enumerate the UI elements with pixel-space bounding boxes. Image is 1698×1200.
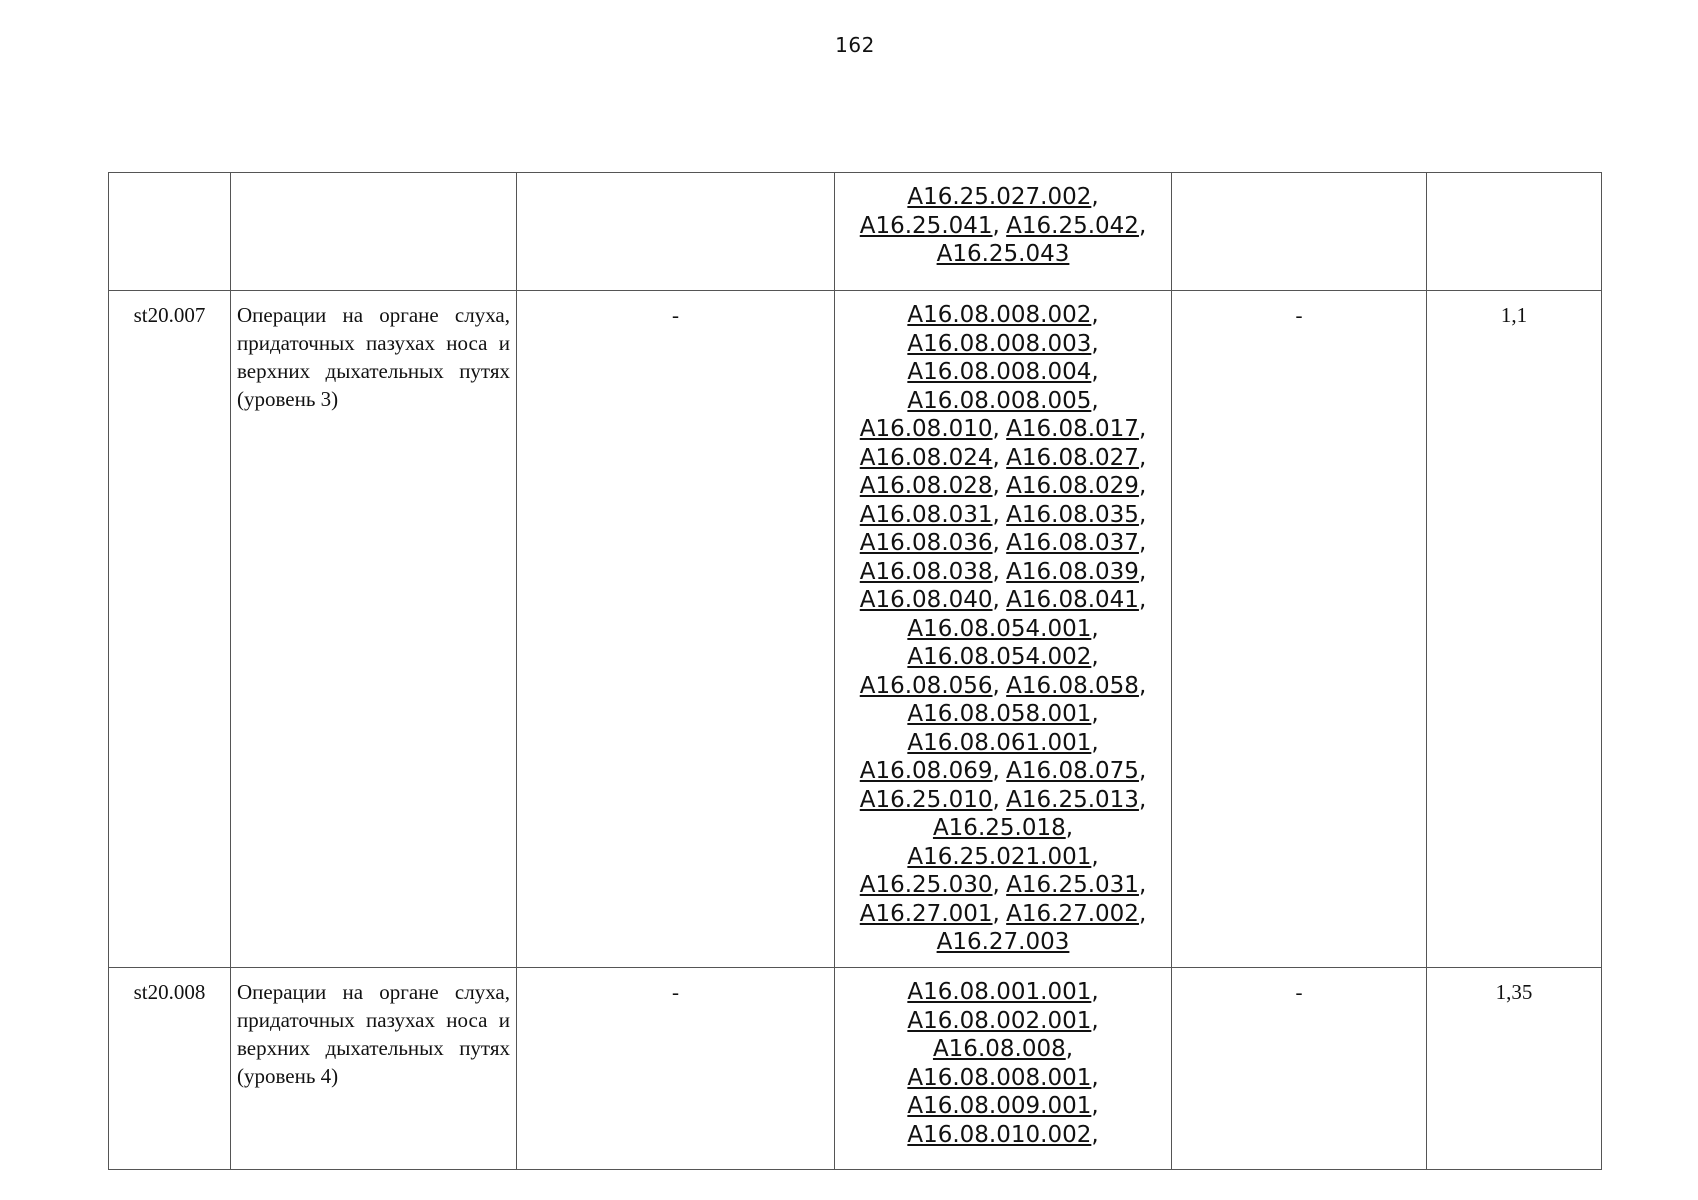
group-name-line: дыхательных путях xyxy=(325,359,510,383)
codes-line: A16.08.008.002, xyxy=(907,302,1099,328)
codes-line: A16.08.069, A16.08.075, xyxy=(859,758,1147,784)
service-code-link[interactable]: A16.25.042 xyxy=(1006,212,1139,239)
group-name-line: пазухах носа и верхних xyxy=(237,331,511,383)
service-code-link[interactable]: A16.27.003 xyxy=(936,929,1070,955)
service-code-link[interactable]: A16.27.002 xyxy=(1006,900,1139,927)
group-name-cell xyxy=(231,173,517,291)
diagnosis-cell xyxy=(517,173,835,291)
service-code-link[interactable]: A16.25.013 xyxy=(1006,786,1139,813)
group-code-cell xyxy=(109,173,231,291)
group-name-line: (уровень 3) xyxy=(237,387,339,411)
table-row xyxy=(109,291,1602,968)
group-name-line: слуха, придаточных xyxy=(237,303,511,355)
service-code-link[interactable]: A16.08.008.004 xyxy=(907,359,1092,385)
codes-line: A16.08.028, A16.08.029, xyxy=(859,473,1147,499)
codes-line xyxy=(839,240,1167,269)
service-code-link[interactable]: A16.08.008.001 xyxy=(907,1064,1092,1091)
codes-line: A16.08.054.001, xyxy=(907,615,1099,642)
service-code-link[interactable]: A16.08.029 xyxy=(1006,473,1139,499)
service-code-link[interactable]: A16.25.041 xyxy=(859,212,993,239)
codes-line: A16.08.056, A16.08.058, xyxy=(859,672,1147,699)
codes-line: A16.08.038, A16.08.039, xyxy=(859,558,1147,585)
codes-line: A16.08.008.001, xyxy=(907,1064,1099,1091)
service-code-link[interactable]: A16.25.043 xyxy=(936,241,1070,267)
codes-line: A16.08.054.002, xyxy=(907,644,1099,670)
codes-line: A16.08.024, A16.08.027, xyxy=(859,444,1147,471)
codes-line: A16.27.001, A16.27.002, xyxy=(859,900,1147,927)
service-code-link[interactable]: A16.08.035 xyxy=(1006,501,1139,528)
service-code-link[interactable]: A16.08.008 xyxy=(932,1036,1066,1062)
service-code-link[interactable]: A16.08.009.001 xyxy=(907,1093,1092,1119)
codes-line: A16.25.041, A16.25.042, xyxy=(859,212,1147,239)
service-code-link[interactable]: A16.08.027 xyxy=(1006,444,1139,471)
codes-line: A16.25.021.001, xyxy=(907,843,1099,870)
codes-line: A16.08.010.002, xyxy=(907,1121,1099,1148)
group-name-cell xyxy=(231,968,517,1170)
other-criteria-cell: - xyxy=(1172,291,1427,968)
group-code-cell: st20.007 xyxy=(109,291,231,968)
service-code-link[interactable]: A16.08.054.001 xyxy=(907,615,1092,642)
group-name-line: слуха, придаточных xyxy=(237,980,511,1032)
service-code-link[interactable]: A16.08.024 xyxy=(859,444,993,471)
diagnosis-cell: - xyxy=(517,968,835,1170)
service-code-link[interactable]: A16.25.018 xyxy=(932,815,1066,841)
codes-line: A16.08.001.001, xyxy=(907,979,1099,1005)
codes-line: A16.08.008.003, xyxy=(907,330,1099,357)
service-code-link[interactable]: A16.08.041 xyxy=(1006,587,1139,613)
service-code-link[interactable]: A16.08.008.003 xyxy=(907,330,1092,357)
codes-line: A16.08.008, xyxy=(932,1036,1074,1062)
diagnosis-cell: - xyxy=(517,291,835,968)
service-code-link[interactable]: A16.25.027.002 xyxy=(907,184,1092,210)
service-code-link[interactable]: A16.08.010 xyxy=(859,416,993,442)
service-code-link[interactable]: A16.08.038 xyxy=(859,558,993,585)
service-code-link[interactable]: A16.08.037 xyxy=(1006,530,1139,556)
table-row xyxy=(109,968,1602,1170)
codes-line: A16.08.031, A16.08.035, xyxy=(859,501,1147,528)
service-code-link[interactable]: A16.08.069 xyxy=(859,758,993,784)
service-code-link[interactable]: A16.27.001 xyxy=(859,900,993,927)
service-code-link[interactable]: A16.08.010.002 xyxy=(907,1121,1092,1148)
group-name-line: Операции на органе xyxy=(237,303,439,327)
group-name-cell xyxy=(231,291,517,968)
group-name-line: (уровень 4) xyxy=(237,1064,339,1088)
service-code-link[interactable]: A16.08.008.005 xyxy=(907,387,1092,414)
codes-line: A16.08.009.001, xyxy=(907,1093,1099,1119)
service-code-link[interactable]: A16.08.075 xyxy=(1006,758,1139,784)
service-code-link[interactable]: A16.25.031 xyxy=(1006,872,1139,898)
codes-line: A16.08.010, A16.08.017, xyxy=(859,416,1147,442)
group-code-cell: st20.008 xyxy=(109,968,231,1170)
service-codes-cell xyxy=(835,173,1172,291)
other-criteria-cell xyxy=(1172,173,1427,291)
group-name-line: дыхательных путях xyxy=(325,1036,510,1060)
codes-line: A16.25.027.002, xyxy=(907,184,1099,210)
service-code-link[interactable]: A16.08.002.001 xyxy=(907,1007,1092,1034)
codes-line: A16.08.036, A16.08.037, xyxy=(859,530,1147,556)
service-code-link[interactable]: A16.25.010 xyxy=(859,786,993,813)
coefficient-cell: 1,35 xyxy=(1427,968,1602,1170)
codes-line: A16.08.008.005, xyxy=(907,387,1099,414)
codes-line: A16.08.008.004, xyxy=(907,359,1099,385)
codes-line: A16.08.040, A16.08.041, xyxy=(859,587,1147,613)
group-name-line: Операции на органе xyxy=(237,980,439,1004)
group-name-line: пазухах носа и верхних xyxy=(237,1008,511,1060)
service-code-link[interactable]: A16.08.061.001 xyxy=(907,729,1092,756)
coefficient-cell xyxy=(1427,173,1602,291)
service-code-link[interactable]: A16.08.031 xyxy=(859,501,993,528)
tariff-table xyxy=(108,172,1602,1170)
table-row xyxy=(109,173,1602,291)
service-code-link[interactable]: A16.08.040 xyxy=(859,587,993,613)
service-code-link[interactable]: A16.08.001.001 xyxy=(907,979,1092,1005)
service-code-link[interactable]: A16.08.054.002 xyxy=(907,644,1092,670)
service-code-link[interactable]: A16.08.058 xyxy=(1006,672,1139,699)
coefficient-cell: 1,1 xyxy=(1427,291,1602,968)
codes-line: A16.08.061.001, xyxy=(907,729,1099,756)
page-number: 162 xyxy=(835,33,875,57)
service-code-link[interactable]: A16.08.056 xyxy=(859,672,993,699)
service-code-link[interactable]: A16.25.030 xyxy=(859,872,993,898)
table-body xyxy=(109,173,1602,1170)
service-code-link[interactable]: A16.08.036 xyxy=(859,530,993,556)
service-code-link[interactable]: A16.08.008.002 xyxy=(907,302,1092,328)
codes-line xyxy=(839,928,1167,957)
service-codes-cell xyxy=(835,968,1172,1170)
service-codes-cell xyxy=(835,291,1172,968)
codes-line: A16.25.030, A16.25.031, xyxy=(859,872,1147,898)
service-code-link[interactable]: A16.08.058.001 xyxy=(907,701,1092,727)
codes-line: A16.08.002.001, xyxy=(907,1007,1099,1034)
service-code-link[interactable]: A16.25.021.001 xyxy=(907,843,1092,870)
service-code-link[interactable]: A16.08.039 xyxy=(1006,558,1139,585)
service-code-link[interactable]: A16.08.017 xyxy=(1006,416,1139,442)
codes-line: A16.25.018, xyxy=(932,815,1074,841)
other-criteria-cell: - xyxy=(1172,968,1427,1170)
codes-line: A16.08.058.001, xyxy=(907,701,1099,727)
codes-line: A16.25.010, A16.25.013, xyxy=(859,786,1147,813)
service-code-link[interactable]: A16.08.028 xyxy=(859,473,993,499)
